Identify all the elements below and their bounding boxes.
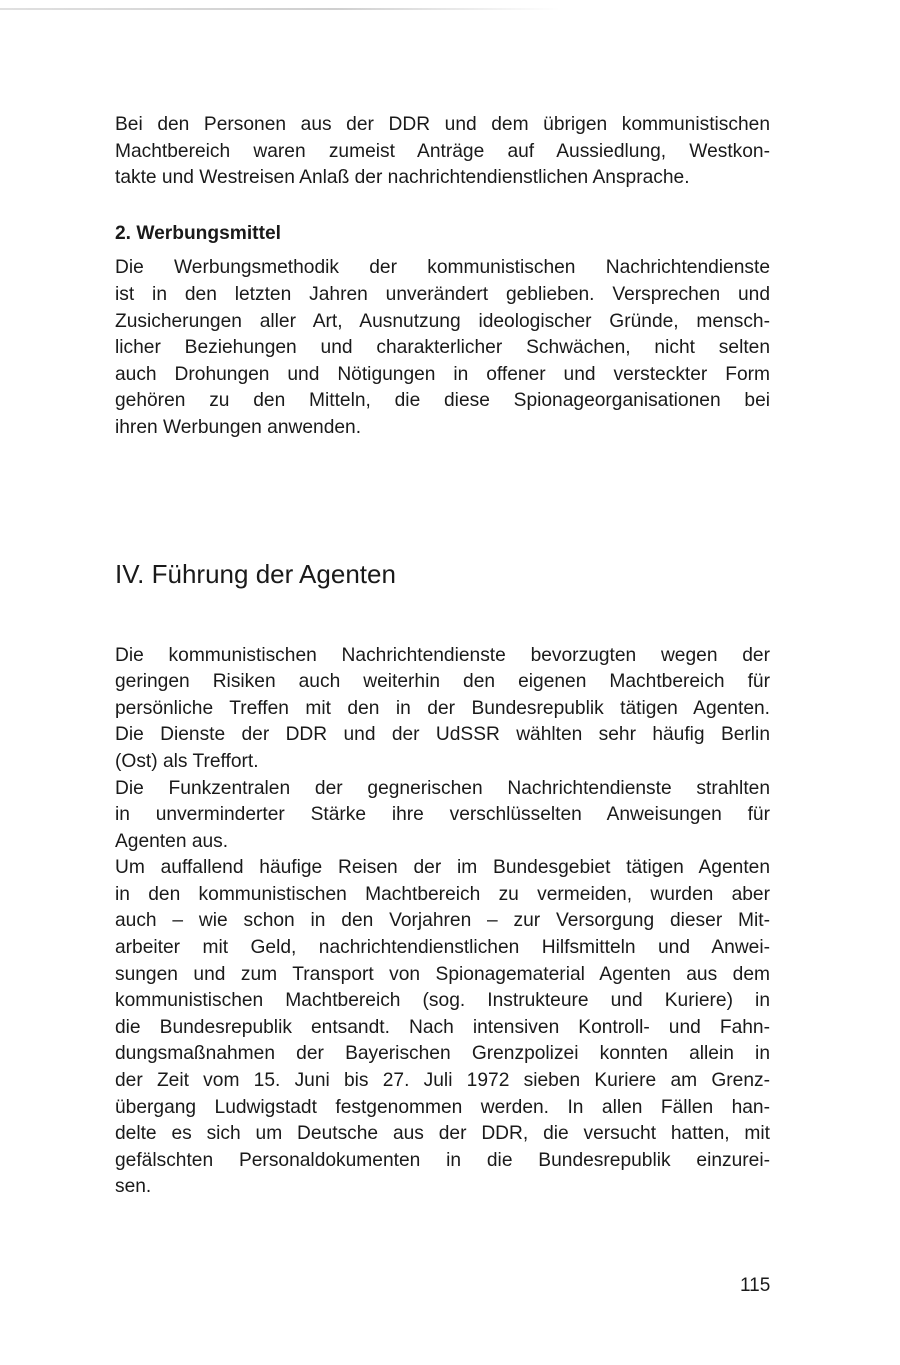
- text-line: sungen und zum Transport von Spionagematerial Agenten aus dem: [115, 963, 770, 985]
- text-line: Die kommunistischen Nachrichtendienste bevorzugten wegen der: [115, 644, 770, 666]
- paragraph-aussiedlung: [115, 112, 770, 192]
- text-line: Um auffallend häufige Reisen der im Bundesgebiet tätigen Agenten: [115, 857, 770, 879]
- paragraph-funkzentralen: [115, 776, 770, 856]
- page-number: 115: [740, 1275, 771, 1296]
- text-line: Die Werbungsmethodik der kommunistischen Nachrichtendienste: [115, 257, 770, 279]
- text-line: delte es sich um Deutsche aus der DDR, die versucht hatten, mit: [115, 1123, 770, 1145]
- text-line: ist in den letzten Jahren unverändert geblieben. Versprechen und: [115, 283, 770, 305]
- page-body: [115, 112, 770, 1201]
- text-line: arbeiter mit Geld, nachrichtendienstlichen Hilfsmitteln und Anwei-: [115, 937, 770, 959]
- text-line: auch Drohungen und Nötigungen in offener und versteckter Form: [115, 363, 770, 385]
- top-edge-rule: [0, 8, 560, 10]
- text-line: takte und Westreisen Anlaß der nachrichtendienstlichen Ansprache.: [115, 167, 690, 189]
- text-line: Agenten aus.: [115, 830, 229, 852]
- text-line: auch – wie schon in den Vorjahren – zur Versorgung dieser Mit-: [115, 910, 770, 932]
- paragraph-kuriere: [115, 855, 770, 1201]
- text-line: Machtbereich waren zumeist Anträge auf Aussiedlung, Westkon-: [115, 140, 770, 162]
- text-line: in unverminderter Stärke ihre verschlüsselten Anweisungen für: [115, 804, 770, 826]
- text-line: (Ost) als Treffort.: [115, 750, 259, 772]
- text-line: in den kommunistischen Machtbereich zu vermeiden, wurden aber: [115, 883, 770, 905]
- paragraph-werbungsmittel: [115, 255, 770, 441]
- text-line: ihren Werbungen anwenden.: [115, 416, 362, 438]
- text-line: gefälschten Personaldokumenten in die Bundesrepublik einzurei-: [115, 1149, 770, 1171]
- section-heading: 2. Werbungsmittel: [115, 222, 281, 244]
- text-line: übergang Ludwigstadt festgenommen werden. In allen Fällen han-: [115, 1096, 770, 1118]
- text-line: die Bundesrepublik entsandt. Nach intensiven Kontroll- und Fahn-: [115, 1016, 770, 1038]
- chapter-heading: IV. Führung der Agenten: [115, 558, 396, 589]
- text-line: kommunistischen Machtbereich (sog. Instrukteure und Kuriere) in: [115, 990, 770, 1012]
- text-line: Die Funkzentralen der gegnerischen Nachrichtendienste strahlten: [115, 777, 770, 799]
- text-line: Zusicherungen aller Art, Ausnutzung ideologischer Gründe, mensch-: [115, 310, 770, 332]
- text-line: geringen Risiken auch weiterhin den eigenen Machtbereich für: [115, 671, 770, 693]
- text-line: Bei den Personen aus der DDR und dem übrigen kommunistischen: [115, 114, 770, 135]
- text-line: gehören zu den Mitteln, die diese Spionageorganisationen bei: [115, 390, 770, 412]
- text-line: licher Beziehungen und charakterlicher Schwächen, nicht selten: [115, 337, 770, 359]
- text-line: sen.: [115, 1176, 152, 1198]
- text-line: persönliche Treffen mit den in der Bundesrepublik tätigen Agenten.: [115, 697, 770, 719]
- text-line: Die Dienste der DDR und der UdSSR wählten sehr häufig Berlin: [115, 724, 770, 746]
- text-line: der Zeit vom 15. Juni bis 27. Juli 1972 sieben Kuriere am Grenz-: [115, 1070, 770, 1092]
- text-line: dungsmaßnahmen der Bayerischen Grenzpolizei konnten allein in: [115, 1043, 770, 1065]
- paragraph-treffen: [115, 643, 770, 776]
